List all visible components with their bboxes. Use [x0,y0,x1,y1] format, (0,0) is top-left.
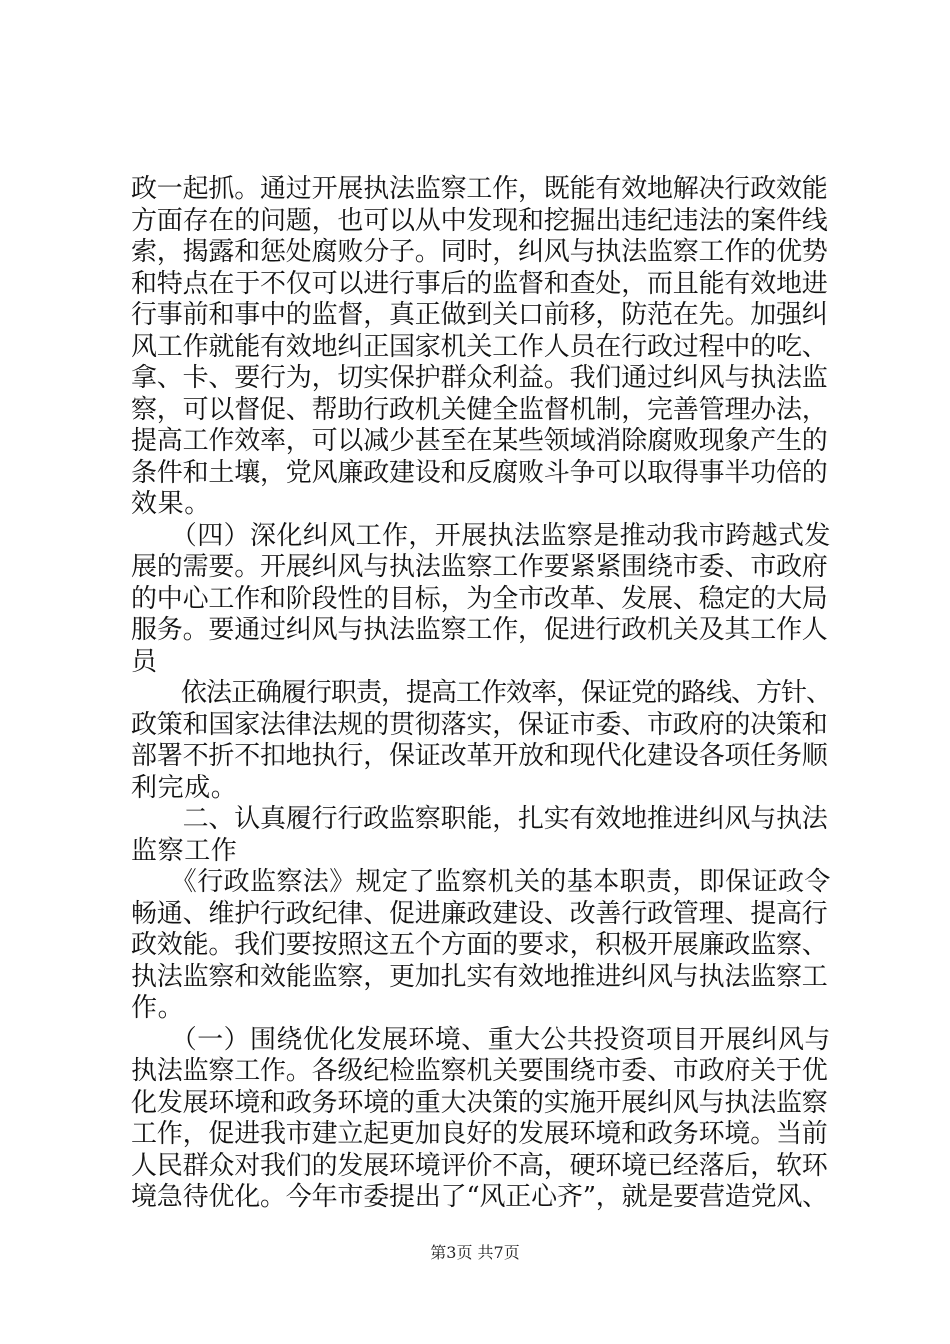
text-line: 监察工作 [131,835,238,866]
text-line: 和特点在于不仅可以进行事后的监督和查处，而且能有效地进 [131,268,828,299]
text-line: 条件和土壤，党风廉政建设和反腐败斗争可以取得事半功倍的 [131,457,828,488]
text-line: 提高工作效率，可以减少甚至在某些领域消除腐败现象产生的 [131,426,828,456]
text-line: 索，揭露和惩处腐败分子。同时，纠风与执法监察工作的优势 [131,237,828,267]
text-line: 依法正确履行职责，提高工作效率，保证党的路线、方针、 [131,678,832,708]
text-line: 员 [131,646,158,677]
text-line: 方面存在的问题，也可以从中发现和挖掘出违纪违法的案件线 [131,205,828,236]
text-line: 畅通、维护行政纪律、促进廉政建设、改善行政管理、提高行 [131,898,828,929]
text-line: 人民群众对我们的发展环境评价不高，硬环境已经落后，软环 [131,1150,828,1181]
text-line: 《行政监察法》规定了监察机关的基本职责，即保证政令 [131,867,831,897]
text-line: 政效能。我们要按照这五个方面的要求，积极开展廉政监察、 [131,930,828,960]
text-line: 政一起抓。通过开展执法监察工作，既能有效地解决行政效能 [131,174,828,204]
text-line: 部署不折不扣地执行，保证改革开放和现代化建设各项任务顺 [131,741,828,771]
text-line: （一）围绕优化发展环境、重大公共投资项目开展纠风与 [131,1024,831,1055]
text-line: 化发展环境和政务环境的重大决策的实施开展纠风与执法监察 [131,1087,828,1118]
text-line: 境急待优化。今年市委提出了“风正心齐”，就是要营造党风、 [131,1182,828,1212]
text-line: 执法监察和效能监察，更加扎实有效地推进纠风与执法监察工 [131,961,828,992]
text-line: 服务。要通过纠风与执法监察工作，促进行政机关及其工作人 [131,615,828,645]
text-line: 作。 [131,993,185,1023]
text-line: 执法监察工作。各级纪检监察机关要围绕市委、市政府关于优 [131,1056,828,1086]
page-footer [0,1243,950,1263]
body-text [131,174,831,1214]
text-line: 行事前和事中的监督，真正做到关口前移，防范在先。加强纠 [131,300,828,330]
text-line: 风工作就能有效地纠正国家机关工作人员在行政过程中的吃、 [131,331,828,362]
text-line: 的中心工作和阶段性的目标，为全市改革、发展、稳定的大局 [131,583,828,614]
text-line: 拿、卡、要行为，切实保护群众利益。我们通过纠风与执法监 [131,363,828,393]
text-line: 效果。 [131,489,211,519]
text-line: 展的需要。开展纠风与执法监察工作要紧紧围绕市委、市政府 [131,552,828,582]
page-number-label: 第3页 共7页 [430,1243,520,1262]
text-line: 察，可以督促、帮助行政机关健全监督机制，完善管理办法， [131,394,828,425]
text-line: 利完成。 [131,772,238,803]
text-line: （四）深化纠风工作，开展执法监察是推动我市跨越式发 [131,520,831,551]
text-line: 二、认真履行行政监察职能，扎实有效地推进纠风与执法 [131,804,828,834]
text-line: 工作，促进我市建立起更加良好的发展环境和政务环境。当前 [131,1119,828,1149]
text-line: 政策和国家法律法规的贯彻落实，保证市委、市政府的决策和 [131,709,828,740]
